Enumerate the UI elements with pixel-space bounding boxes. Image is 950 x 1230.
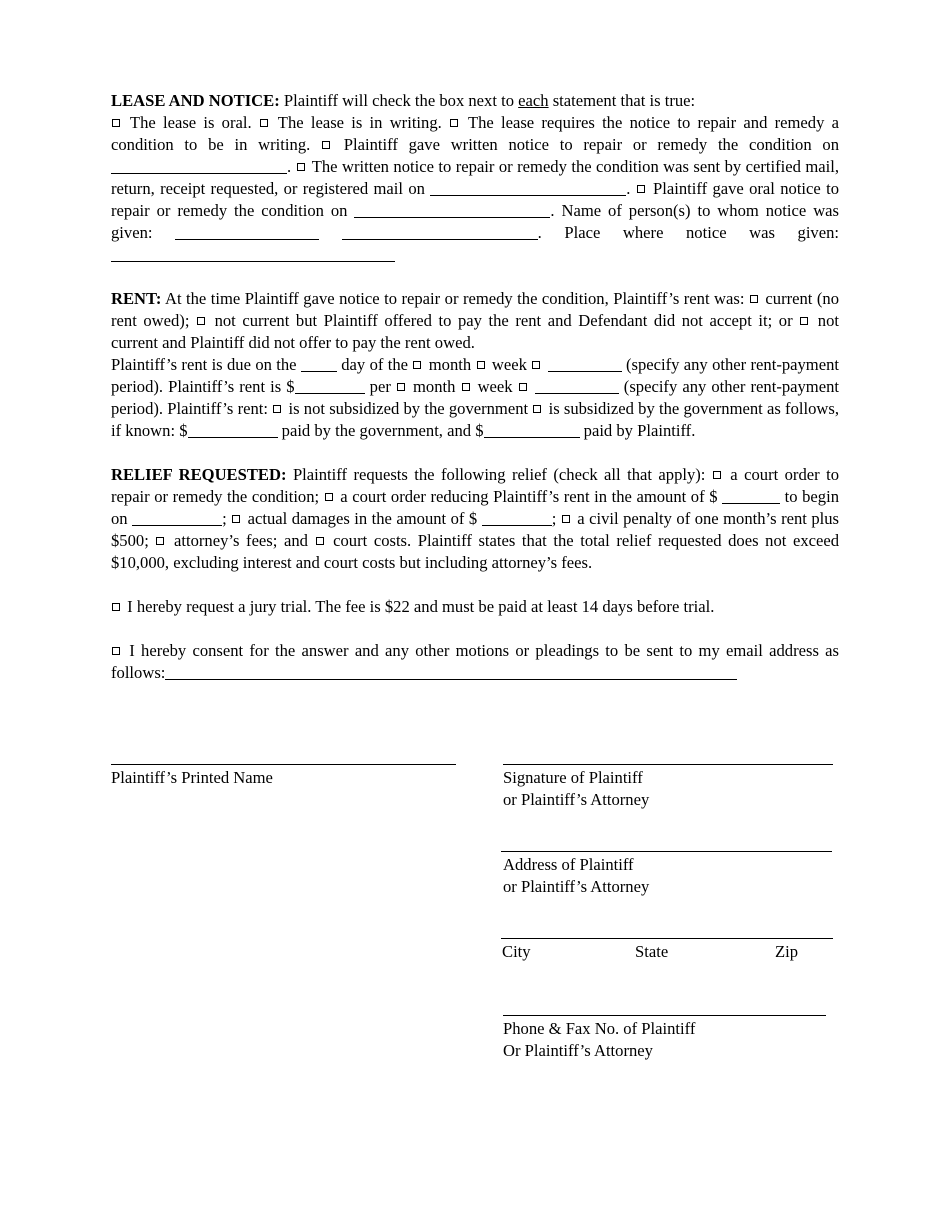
rent-not-subsidized-label: is not subsidized by the government [284,399,533,418]
begin-on-date-field[interactable] [132,510,222,526]
signature-label-line1: Signature of Plaintiff [503,768,643,787]
rent-due-week-checkbox[interactable] [477,361,485,369]
rent-subsidy-intro: (specify any other rent-payment period). Plaintiff’s rent: [111,377,839,418]
relief-intro-text: Plaintiff requests the following relief (check all that apply): [286,465,712,484]
relief-damages-checkbox[interactable] [232,515,240,523]
rent-section [111,288,839,442]
lease-oral-label: The lease is oral. [123,113,259,132]
rent-not-current-checkbox[interactable] [800,317,808,325]
relief-repair-checkbox[interactable] [713,471,721,479]
notice-persons-field-a[interactable] [175,224,319,240]
rent-per-month-label: month [407,377,461,396]
written-notice-date-field[interactable] [111,158,287,174]
phone-fax-label-line1: Phone & Fax No. of Plaintiff [503,1019,696,1038]
oral-notice-checkbox[interactable] [637,185,645,193]
notice-place-field[interactable] [111,246,395,262]
certified-mail-date-field[interactable] [430,180,626,196]
certified-mail-period: . [626,179,636,198]
lease-intro-each: each [518,91,549,110]
relief-repair-label: a court order to repair or remedy the condition; [111,465,839,506]
rent-due-month-label: month [424,355,476,374]
email-consent-checkbox[interactable] [112,647,120,655]
rent-current-label: current (no rent owed); [111,289,839,330]
rent-current-checkbox[interactable] [750,295,758,303]
lease-intro-text: Plaintiff will check the box next to [279,91,519,110]
printed-name-label: Plaintiff’s Printed Name [111,768,273,787]
rent-subsidized-checkbox[interactable] [533,405,541,413]
address-label [503,854,649,898]
notice-persons-field-b[interactable] [342,224,538,240]
signature-label-line2: or Plaintiff’s Attorney [503,790,650,809]
email-consent-section [111,640,839,684]
rent-per-label: per [364,377,396,396]
rent-per-week-label: week [472,377,518,396]
printed-name-line[interactable] [111,764,456,765]
written-notice-period: . [287,157,296,176]
rent-not-current-offered-label: not current but Plaintiff offered to pay the rent and Defendant did not accept it; or [208,311,800,330]
lease-heading: LEASE AND NOTICE: [111,91,280,110]
relief-damages-label: actual damages in the amount of $ [243,509,482,528]
rent-due-day-label: day of the [336,355,413,374]
relief-separator-2: ; [551,509,557,528]
lease-oral-checkbox[interactable] [112,119,120,127]
gov-paid-amount-field[interactable] [188,422,278,438]
rent-due-label: Plaintiff’s rent is due on the [111,355,301,374]
state-label: State [635,942,669,961]
jury-section [111,596,839,618]
address-label-line1: Address of Plaintiff [503,855,634,874]
relief-reduce-rent-label: a court order reducing Plaintiff’s rent in the amount of $ [335,487,723,506]
email-consent-label: I hereby consent for the answer and any other motions or pleadings to be sent to my email address as follows: [111,641,839,682]
jury-trial-label: I hereby request a jury trial. The fee is $22 and must be paid at least 14 days before trial. [123,597,715,616]
plaintiff-paid-label: paid by Plaintiff. [579,421,696,440]
relief-separator: ; [222,509,232,528]
damages-amount-field[interactable] [482,510,552,526]
lease-requires-writing-label: The lease requires the notice to repair and remedy a condition to be in writing. [111,113,839,154]
rent-subsidized-label: is subsidized by the government as follows, if known: $ [111,399,839,440]
zip-label: Zip [775,942,799,961]
email-address-field[interactable] [165,664,737,680]
rent-intro-text: At the time Plaintiff gave notice to repair or remedy the condition, Plaintiff’s rent was: [161,289,749,308]
rent-amount-field[interactable] [295,378,365,394]
rent-per-other-checkbox[interactable] [519,383,527,391]
rent-due-month-checkbox[interactable] [413,361,421,369]
written-notice-checkbox[interactable] [322,141,330,149]
plaintiff-paid-amount-field[interactable] [484,422,580,438]
notice-place-label: . Place where notice was given: [537,223,839,242]
begin-on-label: to begin on [111,487,840,528]
rent-due-other-checkbox[interactable] [532,361,540,369]
rent-per-other-field[interactable] [535,378,619,394]
lease-requires-writing-checkbox[interactable] [450,119,458,127]
relief-section [111,464,839,574]
rent-per-week-checkbox[interactable] [462,383,470,391]
certified-mail-checkbox[interactable] [297,163,305,171]
relief-fees-checkbox[interactable] [156,537,164,545]
relief-heading: RELIEF REQUESTED: [111,465,287,484]
signature-label [503,767,649,811]
lease-notice-section [111,90,839,266]
phone-fax-line[interactable] [503,1015,826,1016]
rent-due-other-field[interactable] [548,356,622,372]
rent-not-subsidized-checkbox[interactable] [273,405,281,413]
address-line[interactable] [501,851,832,852]
lease-writing-label: The lease is in writing. [270,113,450,132]
oral-notice-date-field[interactable] [354,202,550,218]
relief-costs-label: court costs. Plaintiff states that the total relief requested does not exceed $10,000, excluding interest and court costs but including attorney’s fees. [111,531,840,572]
jury-trial-checkbox[interactable] [112,603,120,611]
relief-penalty-label: a civil penalty of one month’s rent plus $500; [111,509,840,550]
rent-due-day-field[interactable] [301,356,337,372]
relief-reduce-rent-checkbox[interactable] [325,493,333,501]
rent-per-month-checkbox[interactable] [397,383,405,391]
complaint-page [111,90,839,706]
relief-costs-checkbox[interactable] [316,537,324,545]
relief-fees-label: attorney’s fees; and [167,531,315,550]
rent-due-week-label: week [487,355,532,374]
rent-not-current-label: not current and Plaintiff did not offer to pay the rent owed. [111,311,839,352]
notice-persons-label: . Name of person(s) to whom notice was given: [111,201,839,242]
phone-fax-label-line2: Or Plaintiff’s Attorney [503,1041,653,1060]
city-label: City [502,942,531,961]
rent-heading: RENT: [111,289,162,308]
lease-writing-checkbox[interactable] [260,119,268,127]
oral-notice-label: Plaintiff gave oral notice to repair or remedy the condition on [111,179,839,220]
city-state-zip-line[interactable] [501,938,833,939]
lease-intro-text-end: statement that is true: [548,91,696,110]
rent-amount-label: (specify any other rent-payment period). Plaintiff’s rent is $ [111,355,839,396]
signature-line[interactable] [503,764,833,765]
phone-fax-label [503,1018,695,1062]
address-label-line2: or Plaintiff’s Attorney [503,877,650,896]
rent-not-current-offered-checkbox[interactable] [197,317,205,325]
gov-paid-label: paid by the government, and $ [277,421,484,440]
certified-mail-label: The written notice to repair or remedy the condition was sent by certified mail, return, receipt requested, or registered mail on [111,157,839,198]
relief-penalty-checkbox[interactable] [562,515,570,523]
reduce-rent-amount-field[interactable] [722,488,780,504]
written-notice-label: Plaintiff gave written notice to repair or remedy the condition on [333,135,839,154]
